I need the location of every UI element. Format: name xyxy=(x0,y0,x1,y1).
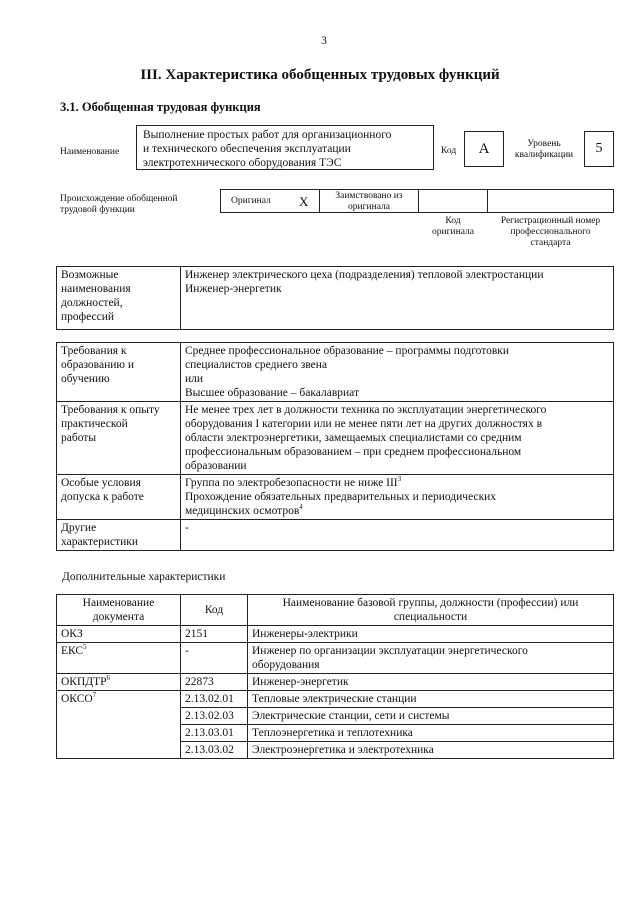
subsection-title: 3.1. Обобщенная трудовая функция xyxy=(60,100,261,114)
footnote-mark: 4 xyxy=(299,503,303,512)
requirement-row xyxy=(57,475,614,520)
row-name: Теплоэнергетика и теплотехника xyxy=(248,725,614,742)
function-name-line: электротехнического оборудования ТЭС xyxy=(143,157,342,169)
caption-line: стандарта xyxy=(530,238,571,248)
requirements-table xyxy=(56,342,614,551)
table-row xyxy=(57,626,614,643)
code-label: Код xyxy=(441,146,457,156)
original-label: Оригинал xyxy=(231,196,271,206)
origin-label-line: трудовой функции xyxy=(60,205,135,215)
table-row xyxy=(57,643,614,674)
row-name: Электрические станции, сети и системы xyxy=(248,708,614,725)
caption-line: оригинала xyxy=(432,227,474,237)
row-name: Инженеры-электрики xyxy=(248,626,614,643)
level-label-line: квалификации xyxy=(514,150,574,160)
level-label xyxy=(512,139,576,161)
positions-value: Инженер электрического цеха (подразделения) тепловой электростанции Инженер-энергетик xyxy=(181,267,614,330)
row-doc: ОКПДТР$^6$ xyxy=(57,674,181,691)
requirement-value: - xyxy=(181,520,614,551)
header-doc: Наименование документа xyxy=(57,595,181,626)
code-original-caption xyxy=(418,216,488,238)
requirement-row xyxy=(57,343,614,402)
row-doc: ЕКС$^5$ xyxy=(57,643,181,674)
code-original-cell xyxy=(418,189,488,213)
row-name: Инженер-энергетик xyxy=(248,674,614,691)
row-code: 2.13.02.01 xyxy=(181,691,248,708)
row-code: 22873 xyxy=(181,674,248,691)
row-doc: ОКСО$^7$ xyxy=(57,691,181,759)
requirement-label: Особые условия допуска к работе xyxy=(57,475,181,520)
table-header-row xyxy=(57,595,614,626)
page-number: 3 xyxy=(321,35,327,47)
row-name: Инженер по организации эксплуатации энергетического оборудования xyxy=(248,643,614,674)
row-code: 2.13.02.03 xyxy=(181,708,248,725)
requirement-value: Не менее трех лет в должности техника по эксплуатации энергетического оборудования I категории или не менее пяти лет на других должностях в области электроэнергетики, замещаемых специалистами со средним профессиональным образованием – при среднем профессиональном образовании xyxy=(181,402,614,475)
borrowed-label-line: Заимствовано из xyxy=(335,191,403,201)
caption-line: Регистрационный номер xyxy=(500,216,601,226)
requirement-value: Среднее профессиональное образование – программы подготовки специалистов среднего звена или Высшее образование – бакалавриат xyxy=(181,343,614,402)
reg-number-caption xyxy=(487,216,614,249)
additional-table xyxy=(56,594,614,759)
table-row xyxy=(57,691,614,708)
borrowed-cell xyxy=(319,189,419,213)
caption-line: профессионального xyxy=(510,227,591,237)
reg-number-cell xyxy=(487,189,614,213)
header-code: Код xyxy=(181,595,248,626)
code-value-box: A xyxy=(464,131,504,167)
positions-table xyxy=(56,266,614,330)
positions-label: Возможные наименования должностей, профессий xyxy=(57,267,181,330)
row-doc: ОКЗ xyxy=(57,626,181,643)
requirement-row xyxy=(57,402,614,475)
footnote-mark: 3 xyxy=(397,475,402,484)
requirement-label: Требования к опыту практической работы xyxy=(57,402,181,475)
requirement-label: Другие характеристики xyxy=(57,520,181,551)
caption-line: Код xyxy=(445,216,461,226)
origin-label-line: Происхождение обобщенной xyxy=(60,194,178,204)
row-code: 2.13.03.02 xyxy=(181,742,248,759)
function-name-line: и технического обеспечения эксплуатации xyxy=(143,143,351,155)
row-code: 2151 xyxy=(181,626,248,643)
row-name: Тепловые электрические станции xyxy=(248,691,614,708)
row-code: - xyxy=(181,643,248,674)
section-title: III. Характеристика обобщенных трудовых функций xyxy=(140,67,500,83)
borrowed-label-line: оригинала xyxy=(348,202,390,212)
additional-title: Дополнительные характеристики xyxy=(62,571,226,583)
level-label-line: Уровень xyxy=(527,139,561,149)
name-label: Наименование xyxy=(60,147,120,157)
row-code: 2.13.03.01 xyxy=(181,725,248,742)
function-name-box xyxy=(136,125,434,170)
original-mark: X xyxy=(299,194,309,209)
level-value-box: 5 xyxy=(584,131,614,167)
header-name: Наименование базовой группы, должности (профессии) или специальности xyxy=(248,595,614,626)
original-cell xyxy=(220,189,320,213)
requirement-value: Группа по электробезопасности не ниже III$^3$ Прохождение обязательных предварительных и периодических медицинских осмотров$^4$ xyxy=(181,475,614,520)
origin-label xyxy=(60,194,178,216)
table-row xyxy=(57,674,614,691)
row-name: Электроэнергетика и электротехника xyxy=(248,742,614,759)
function-name-line: Выполнение простых работ для организационного xyxy=(143,129,392,141)
requirement-row xyxy=(57,520,614,551)
requirement-label: Требования к образованию и обучению xyxy=(57,343,181,402)
